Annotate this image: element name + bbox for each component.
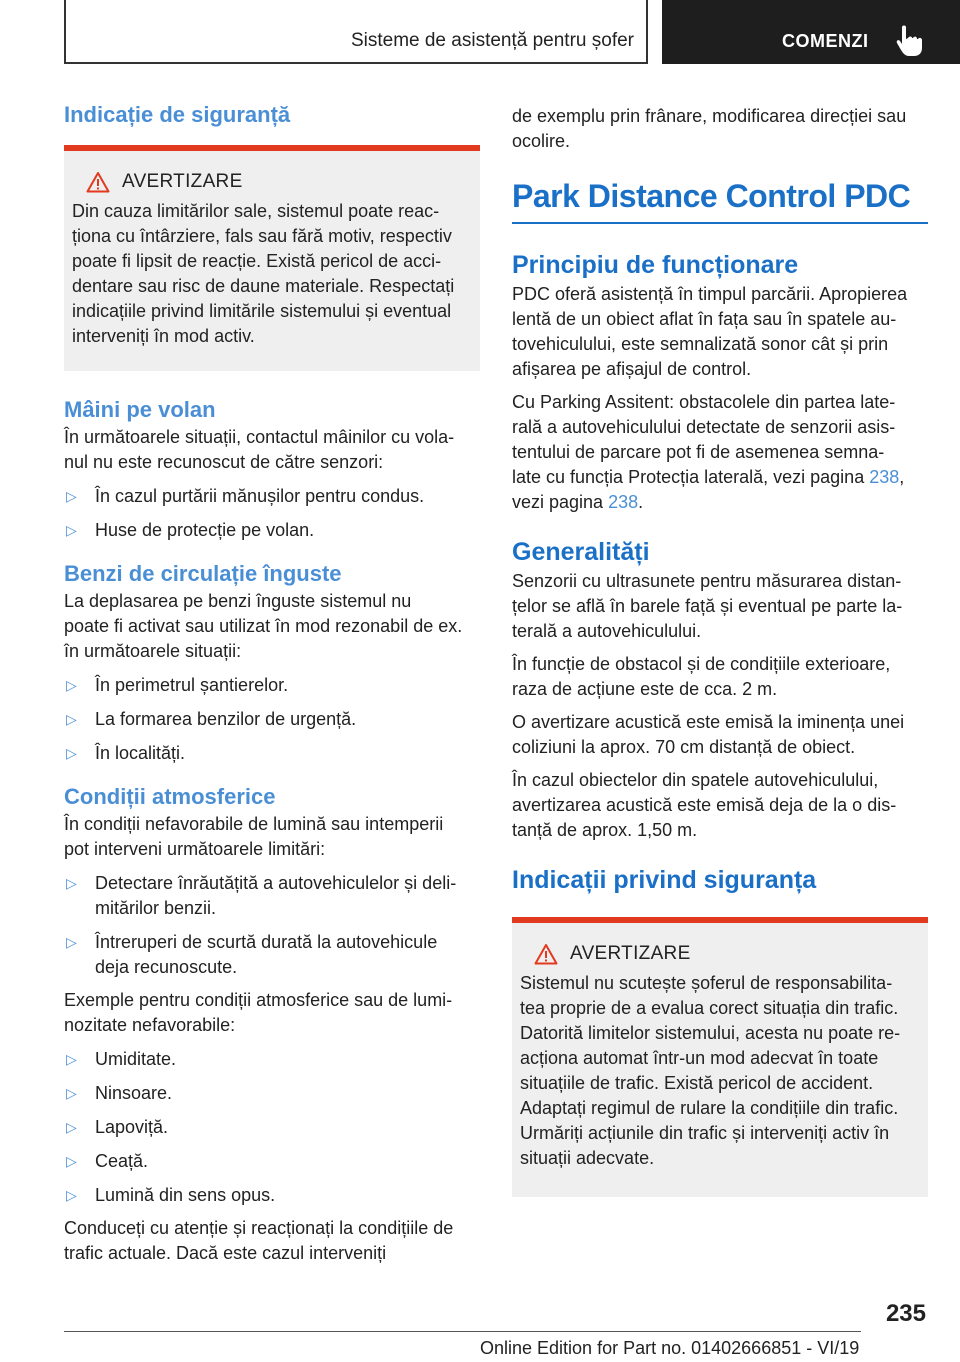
bullet-triangle-icon: ▷	[66, 745, 77, 761]
page-link[interactable]: 238	[608, 492, 639, 512]
page-number: 235	[885, 1300, 926, 1327]
text-line: trafic actuale. Dacă este cazul interveniți	[64, 1243, 387, 1263]
text-line: nul nu este recunoscut de către senzori:	[64, 452, 384, 472]
list-item: ▷ Lumină din sens opus.	[64, 1183, 480, 1208]
text-line: lentă de un obiect aflat în fața sau în spatele au-	[512, 309, 897, 329]
general-heading: Generalități	[512, 538, 650, 566]
text-line: acționa automat într-un mod adecvat în toate	[520, 1048, 879, 1068]
list-item: ▷ Întreruperi de scurtă durată la autovehicule deja recunoscute.	[66, 932, 438, 977]
text-line: terală a autovehiculului.	[512, 621, 702, 641]
header-tab-label[interactable]: COMENZI	[782, 31, 869, 51]
text-line: situațiile de trafic. Există pericol de accident.	[520, 1073, 874, 1093]
bullet-triangle-icon: ▷	[66, 488, 77, 504]
text-line: Conduceți cu atenție și reacționați la condițiile de	[64, 1218, 454, 1238]
list-item: ▷ În cazul purtării mănușilor pentru condus.	[64, 484, 480, 509]
text-line: raza de acțiune este de cca. 2 m.	[512, 679, 778, 699]
text-line: interveniți în mod activ.	[72, 326, 255, 346]
bullet-triangle-icon: ▷	[66, 1153, 77, 1169]
text-line: țelor se află în barele față și eventual pe parte la-	[512, 596, 903, 616]
text-line: Sistemul nu scutește șoferul de responsabilita-	[520, 973, 893, 993]
text-line: În următoarele situații, contactul mâinilor cu vola-	[64, 427, 455, 447]
lanes-heading: Benzi de circulație înguste	[64, 561, 342, 586]
list-item: ▷ Umiditate.	[64, 1047, 480, 1072]
pointing-hand-icon	[894, 24, 924, 58]
bullet-triangle-icon: ▷	[66, 875, 77, 891]
left-column	[64, 96, 480, 1266]
text-line: indicațiile privind limitările sistemului și eventual	[72, 301, 452, 321]
text-line: poate fi lipsit de reacție. Există pericol de acci-	[72, 251, 442, 271]
warning-text	[72, 199, 472, 349]
warning-text	[520, 971, 920, 1171]
text-line: situații adecvate.	[520, 1148, 655, 1168]
warning-triangle-icon	[534, 943, 558, 965]
list-item: ▷ Detectare înrăutățită a autovehiculelor și deli- mitărilor benzii.	[66, 873, 457, 918]
text-line: pot interveni următoarele limitări:	[64, 839, 326, 859]
text-line: late cu funcția Protecția laterală, vezi pagina 238,	[512, 467, 905, 487]
text-line: afișarea pe afișajul de control.	[512, 359, 752, 379]
page-link[interactable]: 238	[869, 467, 900, 487]
bullet-triangle-icon: ▷	[66, 1119, 77, 1135]
list-item: ▷ În localități.	[64, 741, 480, 766]
warning-label: AVERTIZARE	[122, 171, 243, 192]
text-line: În funcție de obstacol și de condițiile exterioare,	[512, 654, 891, 674]
text-line: tanță de aprox. 1,50 m.	[512, 820, 698, 840]
warning-triangle-icon	[86, 171, 110, 193]
text-line: poate fi activat sau utilizat în mod rezonabil de ex.	[64, 616, 463, 636]
list-item: ▷ La formarea benzilor de urgență.	[64, 707, 480, 732]
text-line: tovehiculului, este semnalizată sonor cât și prin	[512, 334, 889, 354]
text-line: tentului de parcare pot fi de asemenea semna-	[512, 442, 885, 462]
text-line: Datorită limitelor sistemului, acesta nu poate re-	[520, 1023, 901, 1043]
list-item: ▷ Ninsoare.	[64, 1081, 480, 1106]
safety-heading: Indicație de siguranță	[64, 102, 291, 127]
text-line: Exemple pentru condiții atmosferice sau de lumi-	[64, 990, 453, 1010]
footer-rule	[64, 1331, 861, 1332]
bullet-triangle-icon: ▷	[66, 934, 77, 950]
footer-edition: Online Edition for Part no. 01402666851 - VI/19	[480, 1338, 860, 1358]
hands-heading: Mâini pe volan	[64, 397, 216, 422]
list-item: ▷ Lapoviță.	[64, 1115, 480, 1140]
principle-heading: Principiu de funcționare	[512, 251, 799, 279]
text-line: Senzorii cu ultrasunete pentru măsurarea distan-	[512, 571, 902, 591]
warning-box	[64, 151, 480, 371]
warning-box	[512, 923, 928, 1197]
warning-label: AVERTIZARE	[570, 943, 691, 964]
text-line: vezi pagina 238.	[512, 492, 644, 512]
text-line: În cazul obiectelor din spatele autovehiculului,	[512, 770, 879, 790]
list-item: ▷ Ceață.	[64, 1149, 480, 1174]
text-line: rală a autovehiculului detectate de senzorii asis-	[512, 417, 896, 437]
pdc-title: Park Distance Control PDC	[512, 178, 911, 214]
text-line: Adaptați regimul de rulare la condițiile din trafic.	[520, 1098, 899, 1118]
text-line: Cu Parking Assitent: obstacolele din partea late-	[512, 392, 896, 412]
header-section-title: Sisteme de asistență pentru șofer	[350, 30, 634, 51]
weather-heading: Condiții atmosferice	[64, 784, 276, 809]
text-line: La deplasarea pe benzi înguste sistemul nu	[64, 591, 412, 611]
text-line: Din cauza limitărilor sale, sistemul poate reac-	[72, 201, 440, 221]
bullet-triangle-icon: ▷	[66, 711, 77, 727]
text-line: Urmăriți acțiunile din trafic și interveniți activ în	[520, 1123, 890, 1143]
list-item: ▷ În perimetrul șantierelor.	[64, 673, 480, 698]
text-line: ționa cu întârziere, fals sau fără motiv, respectiv	[72, 226, 452, 246]
text-line: avertizarea acustică este emisă deja de la o dis-	[512, 795, 897, 815]
text-line: În condiții nefavorabile de lumină sau intemperii	[64, 814, 444, 834]
text-line: tea proprie de a evalua corect situația din trafic.	[520, 998, 899, 1018]
bullet-triangle-icon: ▷	[66, 522, 77, 538]
text-line: dentare sau risc de daune materiale. Respectați	[72, 276, 455, 296]
bullet-triangle-icon: ▷	[66, 1051, 77, 1067]
bullet-triangle-icon: ▷	[66, 1187, 77, 1203]
safety2-heading: Indicații privind siguranța	[512, 866, 817, 894]
title-rule	[512, 222, 928, 224]
text-line: nozitate nefavorabile:	[64, 1015, 236, 1035]
bullet-triangle-icon: ▷	[66, 1085, 77, 1101]
text-line: ocolire.	[512, 131, 571, 151]
text-line: coliziuni la aprox. 70 cm distanță de obiect.	[512, 737, 856, 757]
bullet-triangle-icon: ▷	[66, 677, 77, 693]
right-column	[512, 104, 928, 1197]
text-line: PDC oferă asistență în timpul parcării. Apropierea	[512, 284, 908, 304]
text-line: în următoarele situații:	[64, 641, 242, 661]
text-line: O avertizare acustică este emisă la iminența unei	[512, 712, 905, 732]
list-item: ▷ Huse de protecție pe volan.	[64, 518, 480, 543]
text-line: de exemplu prin frânare, modificarea direcției sau	[512, 106, 907, 126]
